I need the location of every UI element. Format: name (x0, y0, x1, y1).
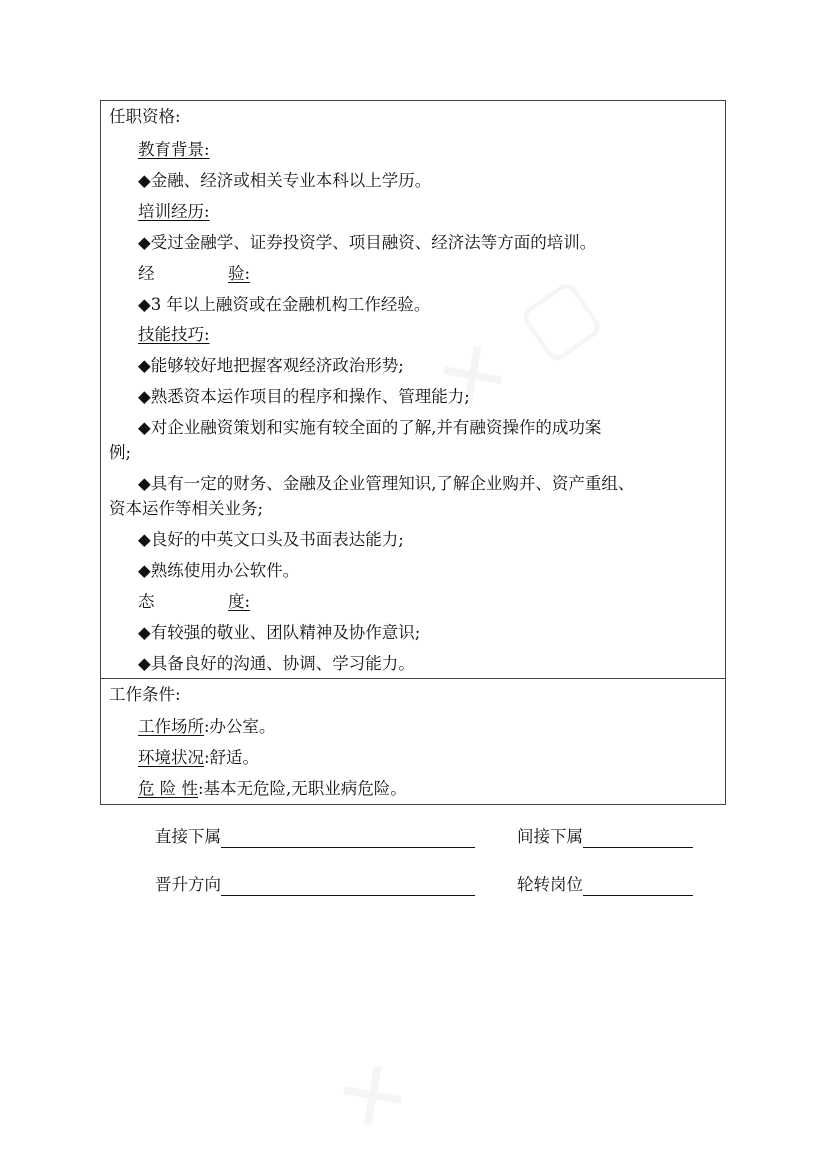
rotation-blank[interactable] (583, 877, 693, 896)
promotion-label: 晋升方向 (155, 875, 221, 894)
skills-item: ◆熟练使用办公软件。 (138, 561, 300, 580)
skills-item: ◆良好的中英文口头及书面表达能力; (138, 530, 404, 549)
direct-subordinate-blank[interactable] (221, 829, 475, 848)
conditions-title: 工作条件: (109, 685, 181, 704)
experience-label: 经 验: (138, 264, 251, 283)
experience-item: ◆3 年以上融资或在金融机构工作经验。 (138, 295, 431, 314)
attitude-label: 态 度: (138, 592, 251, 611)
training-item: ◆受过金融学、证券投资学、项目融资、经济法等方面的培训。 (138, 233, 597, 252)
promotion-blank[interactable] (221, 877, 475, 896)
skills-item: ◆熟悉资本运作项目的程序和操作、管理能力; (138, 387, 470, 406)
condition-row-environment: 环境状况:舒适。 (138, 748, 260, 767)
condition-row-hazard: 危 险 性:基本无危险,无职业病危险。 (138, 779, 407, 798)
indirect-subordinate-field (517, 826, 693, 848)
direct-subordinate-field (155, 826, 475, 848)
skills-item: ◆能够较好地把握客观经济政治形势; (138, 356, 404, 375)
work-conditions-section (100, 678, 726, 805)
education-item: ◆金融、经济或相关专业本科以上学历。 (138, 171, 432, 190)
skills-label: 技能技巧: (138, 325, 210, 344)
indirect-subordinate-blank[interactable] (583, 829, 693, 848)
education-label: 教育背景: (138, 140, 210, 159)
training-label: 培训经历: (138, 202, 210, 221)
direct-subordinate-label: 直接下属 (155, 827, 221, 846)
skills-item: ◆具有一定的财务、金融及企业管理知识,了解企业购并、资产重组、 (138, 474, 635, 493)
attitude-item: ◆具备良好的沟通、协调、学习能力。 (138, 654, 415, 673)
skills-item-continuation: 例; (109, 443, 132, 462)
attitude-item: ◆有较强的敬业、团队精神及协作意识; (138, 623, 421, 642)
qualifications-title: 任职资格: (109, 107, 181, 126)
skills-item: ◆对企业融资策划和实施有较全面的了解,并有融资操作的成功案 (138, 418, 602, 437)
rotation-field (517, 874, 693, 896)
skills-item-continuation: 资本运作等相关业务; (109, 499, 264, 518)
qualifications-section (100, 100, 726, 679)
rotation-label: 轮转岗位 (517, 875, 583, 894)
condition-row-workplace: 工作场所:办公室。 (138, 717, 276, 736)
promotion-field (155, 874, 475, 896)
watermark-glyph (319, 1039, 427, 1154)
indirect-subordinate-label: 间接下属 (517, 827, 583, 846)
